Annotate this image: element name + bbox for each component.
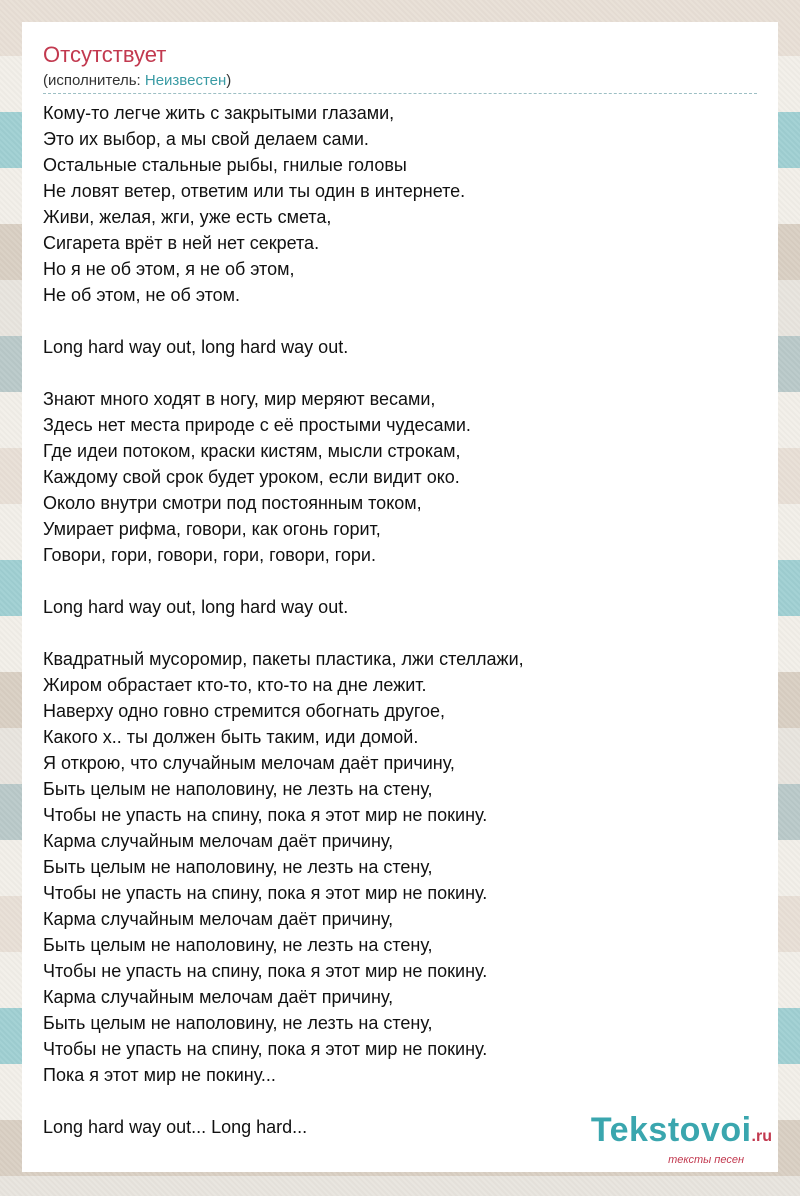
lyric-line: Long hard way out, long hard way out. [43, 597, 349, 617]
artist-link[interactable]: Неизвестен [144, 72, 227, 89]
lyric-line: Карма случайным мелочам даёт причину, [43, 909, 394, 929]
lyric-line: Сигарета врёт в ней нет секрета. [43, 233, 320, 253]
lyric-line: Жиром обрастает кто-то, кто-то на дне лежит. [43, 675, 427, 695]
stanza-break [43, 360, 758, 386]
lyric-line: Быть целым не наполовину, не лезть на стену, [43, 779, 433, 799]
lyric-line: Кому-то легче жить с закрытыми глазами, [43, 103, 395, 123]
stanza-break [43, 308, 758, 334]
lyric-line: Карма случайным мелочам даёт причину, [43, 831, 394, 851]
lyric-line: Около внутри смотри под постоянным током, [43, 493, 422, 513]
lyric-line: Живи, желая, жги, уже есть смета, [43, 207, 332, 227]
artist-line [43, 71, 757, 94]
lyric-line: Чтобы не упасть на спину, пока я этот мир не покину. [43, 1039, 488, 1059]
stanza-break [43, 568, 758, 594]
lyric-line: Быть целым не наполовину, не лезть на стену, [43, 935, 433, 955]
lyric-line: Это их выбор, а мы свой делаем сами. [43, 129, 369, 149]
logo-tld: .ru [751, 1128, 772, 1145]
lyric-line: Чтобы не упасть на спину, пока я этот мир не покину. [43, 961, 488, 981]
lyrics-card [22, 22, 778, 1172]
lyric-line: Наверху одно говно стремится обогнать другое, [43, 701, 446, 721]
lyric-line: Не ловят ветер, ответим или ты один в интернете. [43, 181, 466, 201]
lyric-line: Остальные стальные рыбы, гнилые головы [43, 155, 407, 175]
lyric-line: Пока я этот мир не покину... [43, 1065, 276, 1085]
logo-name: Tekstovoi [590, 1111, 752, 1149]
artist-suffix: ) [226, 72, 232, 89]
lyric-line: Long hard way out... Long hard... [43, 1117, 308, 1137]
lyric-line: Знают много ходят в ногу, мир меряют весами, [43, 389, 436, 409]
lyric-line: Здесь нет места природе с её простыми чудесами. [43, 415, 471, 435]
lyric-line: Быть целым не наполовину, не лезть на стену, [43, 1013, 433, 1033]
lyric-line: Чтобы не упасть на спину, пока я этот мир не покину. [43, 883, 488, 903]
lyric-line: Каждому свой срок будет уроком, если видит око. [43, 467, 460, 487]
lyric-line: Умирает рифма, говори, как огонь горит, [43, 519, 381, 539]
lyrics-text [43, 100, 758, 1140]
lyric-line: Чтобы не упасть на спину, пока я этот мир не покину. [43, 805, 488, 825]
lyric-line: Где идеи потоком, краски кистям, мысли строкам, [43, 441, 461, 461]
logo-wordmark [591, 1113, 772, 1154]
lyric-line: Квадратный мусоромир, пакеты пластика, лжи стеллажи, [43, 649, 524, 669]
lyric-line: Говори, гори, говори, гори, говори, гори. [43, 545, 376, 565]
artist-prefix: (исполнитель: [43, 72, 145, 89]
lyric-line: Не об этом, не об этом. [43, 285, 241, 305]
lyric-line: Карма случайным мелочам даёт причину, [43, 987, 394, 1007]
site-logo[interactable] [591, 1113, 772, 1166]
lyric-line: Какого х.. ты должен быть таким, иди домой. [43, 727, 419, 747]
song-title: Отсутствует [43, 42, 167, 67]
lyric-line: Быть целым не наполовину, не лезть на стену, [43, 857, 433, 877]
logo-tagline: тексты песен [668, 1154, 744, 1166]
lyric-line: Но я не об этом, я не об этом, [43, 259, 295, 279]
lyric-line: Long hard way out, long hard way out. [43, 337, 349, 357]
lyric-line: Я открою, что случайным мелочам даёт причину, [43, 753, 455, 773]
stanza-break [43, 620, 758, 646]
